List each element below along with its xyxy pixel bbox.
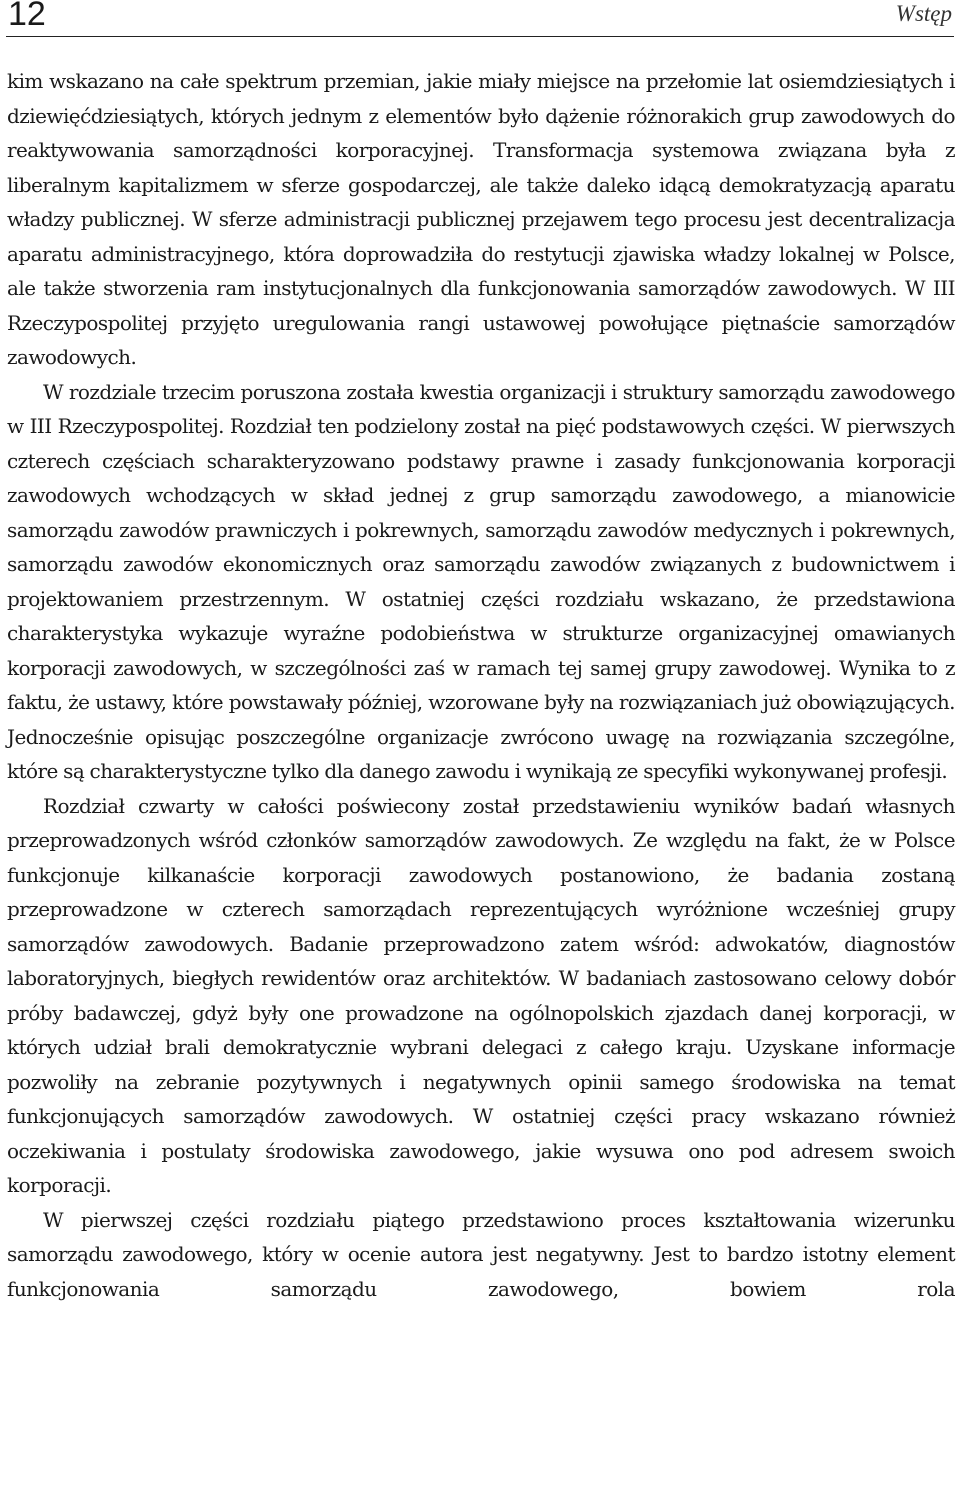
- page-number: 12: [8, 0, 46, 33]
- paragraph-2: W rozdziale trzecim poruszona została kwestia organizacji i struktury samorządu zawodowego w III Rzeczypospolitej. Rozdział ten podzielony został na pięć podstawowych części. W pierwszych czterech częściach scharakteryzowano podstawy prawne i zasady funkcjonowania korporacji zawodowych wchodzących w skład jednej z grup samorządu zawodowego, a mianowicie samorządu zawodów prawniczych i pokrewnych, samorządu zawodów medycznych i pokrewnych, samorządu zawodów ekonomicznych oraz samorządu zawodów związanych z budownictwem i projektowaniem przestrzennym. W ostatniej części rozdziału wskazano, że przedstawiona charakterystyka wykazuje wyraźne podobieństwa w strukturze organizacyjnej omawianych korporacji zawodowych, w szczególności zaś w ramach tej samej grupy zawodowej. Wynika to z faktu, że ustawy, które powstawały później, wzorowane były na rozwiązaniach już obowiązujących. Jednocześnie opisując poszczególne organizacje zwrócono uwagę na rozwiązania szczególne, które są charakterystyczne tylko dla danego zawodu i wynikają ze specyfiki wykonywanej profesji.: [7, 379, 955, 783]
- body-text: [7, 64, 955, 1306]
- paragraph-1: kim wskazano na całe spektrum przemian, jakie miały miejsce na przełomie lat osiemdziesiątych i dziewięćdziesiątych, których jednym z elementów było dążenie różnorakich grup zawodowych do reaktywowania samorządności korporacyjnej. Transformacja systemowa związana była z liberalnym kapitalizmem w sferze gospodarczej, ale także daleko idącą demokratyzacją aparatu władzy publicznej. W sferze administracji publicznej przejawem tego procesu jest decentralizacja aparatu administracyjnego, która doprowadziła do restytucji zjawiska władzy lokalnej w Polsce, ale także stworzenia ram instytucjonalnych dla funkcjonowania samorządów zawodowych. W III Rzeczypospolitej przyjęto uregulowania rangi ustawowej powołujące piętnaście samorządów zawodowych.: [7, 69, 955, 369]
- paragraph-3: Rozdział czwarty w całości poświecony został przedstawieniu wyników badań własnych przeprowadzonych wśród członków samorządów zawodowych. Ze względu na fakt, że w Polsce funkcjonuje kilkanaście korporacji zawodowych postanowiono, że badania zostaną przeprowadzone w czterech samorządach reprezentujących wyróżnione wcześniej grupy samorządów zawodowych. Badanie przeprowadzono zatem wśród: adwokatów, diagnostów laboratoryjnych, biegłych rewidentów oraz architektów. W badaniach zastosowano celowy dobór próby badawczej, gdyż były one prowadzone na ogólnopolskich zjazdach danej korporacji, w których udział brali demokratycznie wybrani delegaci z całego kraju. Uzyskane informacje pozwoliły na zebranie pozytywnych i negatywnych opinii samego środowiska na temat funkcjonujących samorządów zawodowych. W ostatniej części pracy wskazano również oczekiwania i postulaty środowiska zawodowego, jakie wysuwa ono pod adresem swoich korporacji.: [7, 793, 955, 1197]
- header-rule: [6, 36, 954, 37]
- page-header: [6, 0, 954, 34]
- running-head: Wstęp: [895, 1, 952, 26]
- paragraph-4: W pierwszej części rozdziału piątego przedstawiono proces kształtowania wizerunku samorządu zawodowego, który w ocenie autora jest negatywny. Jest to bardzo istotny element funkcjonowania samorządu zawodowego, bowiem rola: [7, 1207, 955, 1301]
